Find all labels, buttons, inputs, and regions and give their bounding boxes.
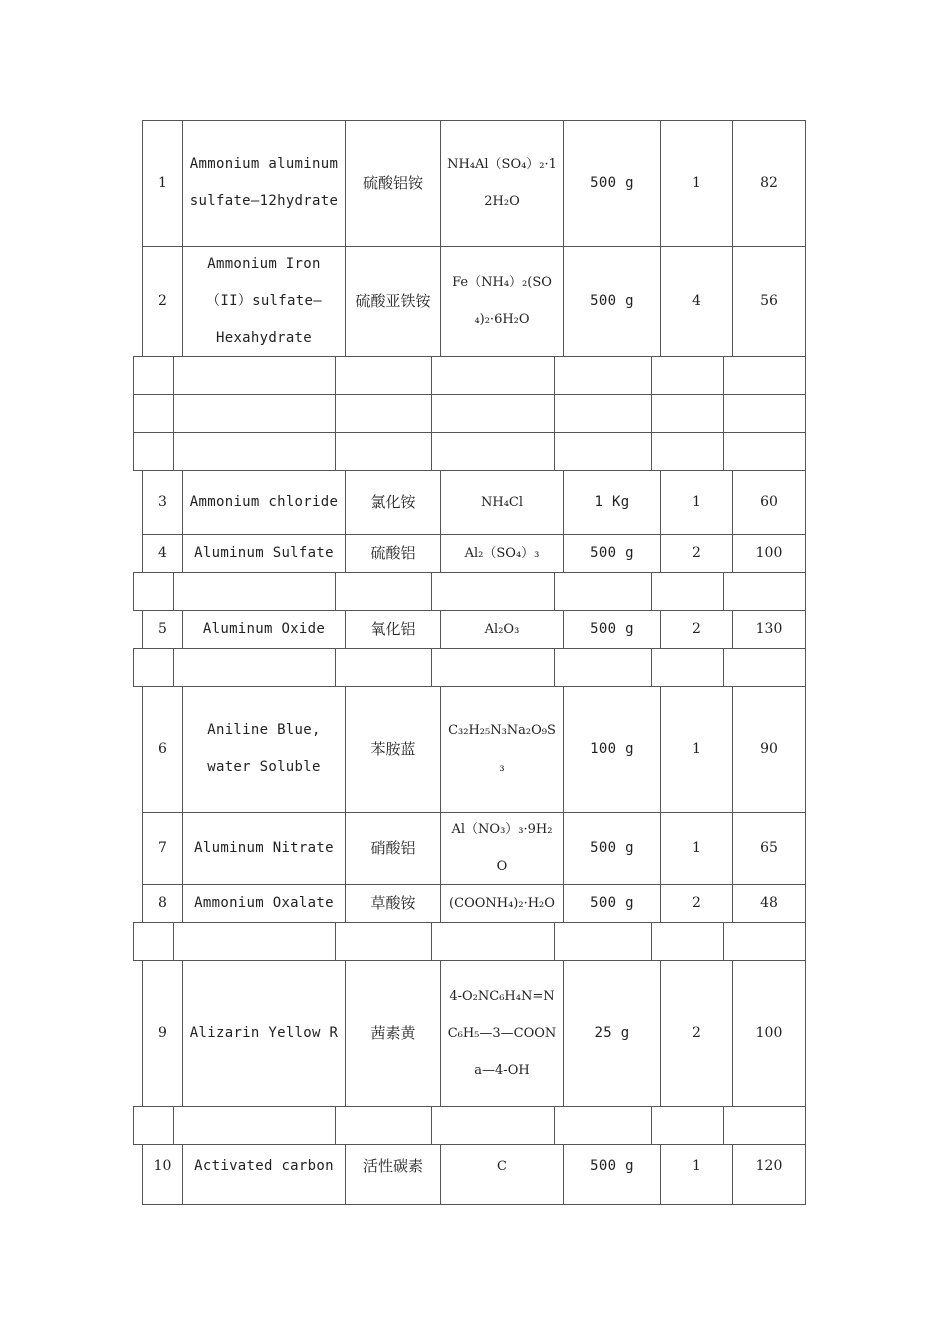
english-name-cell [182, 470, 345, 534]
english-name: Ammonium Oxalate [194, 894, 334, 911]
price-cell [732, 960, 806, 1106]
chemical-formula-cell [440, 686, 563, 812]
row-number: 5 [158, 620, 167, 637]
price-cell [732, 470, 806, 534]
price: 60 [760, 493, 778, 510]
empty-cell [133, 572, 173, 610]
chinese-name: 茜素黄 [370, 1023, 416, 1042]
package-size-cell [563, 812, 660, 884]
chinese-name-cell [345, 960, 440, 1106]
empty-table-row [0, 572, 950, 610]
chinese-name-cell [345, 120, 440, 246]
table-row [0, 960, 950, 1106]
empty-cell [554, 572, 651, 610]
quantity-cell [660, 884, 732, 922]
quantity: 2 [692, 894, 701, 911]
price-cell [732, 884, 806, 922]
table-rule [142, 534, 806, 535]
empty-cell [133, 922, 173, 960]
price: 56 [760, 292, 778, 309]
table-rule [142, 884, 806, 885]
empty-cell [723, 572, 806, 610]
empty-cell [335, 1106, 431, 1144]
row-number: 4 [158, 544, 167, 561]
price: 120 [755, 1158, 783, 1174]
package-size: 1 Kg [594, 493, 630, 510]
chemical-formula-cell [440, 610, 563, 648]
price: 48 [760, 894, 778, 911]
english-name-cell [182, 884, 345, 922]
english-name: Aluminum Oxide [202, 620, 326, 637]
row-number: 6 [158, 740, 167, 757]
package-size: 25 g [594, 1024, 630, 1041]
empty-cell [133, 394, 173, 432]
english-name: Alizarin Yellow R [189, 1024, 339, 1041]
price-cell [732, 812, 806, 884]
empty-cell [173, 356, 335, 394]
table-row [0, 534, 950, 572]
package-size-cell [563, 884, 660, 922]
row-number-cell [142, 120, 182, 246]
english-name-cell [182, 1144, 345, 1204]
row-number: 10 [153, 1158, 172, 1174]
table-rule [142, 1204, 806, 1205]
quantity-cell [660, 1144, 732, 1204]
table-row [0, 610, 950, 648]
row-number-cell [142, 534, 182, 572]
package-size: 500 g [590, 1158, 634, 1174]
empty-cell [554, 394, 651, 432]
chemical-formula: NH₄Cl [480, 494, 524, 510]
empty-cell [431, 572, 554, 610]
chemical-formula-cell [440, 534, 563, 572]
empty-cell [723, 922, 806, 960]
empty-table-row [0, 1106, 950, 1144]
chinese-name: 苯胺蓝 [370, 739, 416, 758]
row-number-cell [142, 470, 182, 534]
package-size-cell [563, 246, 660, 356]
chinese-name-cell [345, 246, 440, 356]
empty-cell [651, 356, 723, 394]
row-number-cell [142, 1144, 182, 1204]
table-rule [133, 470, 806, 471]
price: 90 [760, 740, 778, 757]
english-name: Aluminum Nitrate [194, 839, 334, 856]
package-size-cell [563, 120, 660, 246]
package-size: 500 g [590, 544, 634, 561]
empty-cell [335, 572, 431, 610]
chinese-name: 活性碳素 [362, 1157, 423, 1175]
english-name: Aluminum Sulfate [194, 544, 334, 561]
quantity: 4 [692, 292, 701, 309]
chinese-name: 氧化铝 [370, 619, 416, 638]
chinese-name-cell [345, 610, 440, 648]
package-size-cell [563, 1144, 660, 1204]
empty-cell [335, 356, 431, 394]
chemical-formula-cell [440, 812, 563, 884]
empty-cell [335, 648, 431, 686]
chinese-name-cell [345, 470, 440, 534]
table-rule [133, 572, 806, 573]
empty-cell [173, 648, 335, 686]
chinese-name-cell [345, 812, 440, 884]
empty-cell [723, 356, 806, 394]
row-number-cell [142, 686, 182, 812]
price: 100 [755, 1024, 783, 1041]
quantity: 2 [692, 620, 701, 637]
empty-cell [133, 648, 173, 686]
empty-cell [431, 648, 554, 686]
quantity: 2 [692, 1024, 701, 1041]
table-row [0, 686, 950, 812]
english-name-cell [182, 960, 345, 1106]
empty-table-row [0, 356, 950, 394]
chemical-formula: Al₂O₃ [484, 621, 520, 637]
price-cell [732, 246, 806, 356]
english-name-cell [182, 686, 345, 812]
table-row [0, 1144, 950, 1204]
chinese-name: 硝酸铝 [370, 838, 416, 857]
empty-cell [723, 432, 806, 470]
chinese-name: 草酸铵 [370, 893, 416, 912]
chemical-formula-cell [440, 884, 563, 922]
table-rule [133, 356, 806, 357]
english-name-cell [182, 610, 345, 648]
table-rule [142, 120, 806, 121]
empty-cell [554, 432, 651, 470]
empty-cell [651, 1106, 723, 1144]
row-number-cell [142, 884, 182, 922]
english-name-cell [182, 534, 345, 572]
quantity-cell [660, 686, 732, 812]
chinese-name: 硫酸铝铵 [362, 173, 423, 192]
empty-cell [554, 648, 651, 686]
table-rule [133, 1144, 806, 1145]
english-name: Aniline Blue, water Soluble [207, 722, 321, 775]
table-row [0, 120, 950, 246]
chinese-name-cell [345, 686, 440, 812]
price-cell [732, 686, 806, 812]
row-number-cell [142, 960, 182, 1106]
empty-table-row [0, 922, 950, 960]
empty-cell [554, 1106, 651, 1144]
chinese-name: 硫酸亚铁铵 [355, 291, 431, 310]
quantity-cell [660, 470, 732, 534]
chinese-name-cell [345, 534, 440, 572]
empty-table-row [0, 432, 950, 470]
package-size-cell [563, 470, 660, 534]
chemical-formula: C [497, 1159, 507, 1174]
package-size: 500 g [590, 174, 634, 191]
row-number: 9 [158, 1024, 167, 1041]
chemical-formula-cell [440, 1144, 563, 1204]
chemical-formula-cell [440, 960, 563, 1106]
chemical-formula: Fe（NH₄）₂(SO₄)₂·6H₂O [452, 275, 552, 327]
package-size: 100 g [590, 740, 634, 757]
empty-cell [723, 394, 806, 432]
quantity-cell [660, 120, 732, 246]
table-row [0, 470, 950, 534]
table-rule [133, 1106, 806, 1107]
row-number: 3 [158, 493, 167, 510]
row-number: 2 [158, 292, 167, 309]
quantity-cell [660, 812, 732, 884]
package-size-cell [563, 960, 660, 1106]
empty-cell [173, 922, 335, 960]
chemical-formula: 4-O₂NC₆H₄N=NC₆H₅—3—COONa—4-OH [447, 988, 557, 1078]
empty-cell [723, 648, 806, 686]
row-number-cell [142, 610, 182, 648]
price-cell [732, 534, 806, 572]
table-row [0, 246, 950, 356]
english-name: Ammonium Iron（II）sulfate—Hexahydrate [206, 255, 322, 346]
price: 82 [760, 174, 778, 191]
empty-table-row [0, 394, 950, 432]
row-number-cell [142, 812, 182, 884]
table-rule [133, 960, 806, 961]
english-name: Ammonium aluminum sulfate—12hydrate [189, 156, 339, 209]
quantity-cell [660, 610, 732, 648]
table-rule [142, 246, 806, 247]
package-size-cell [563, 534, 660, 572]
empty-cell [651, 922, 723, 960]
empty-cell [431, 432, 554, 470]
chemical-formula: NH₄Al（SO₄）₂·12H₂O [447, 157, 557, 209]
empty-cell [431, 922, 554, 960]
empty-table-row [0, 648, 950, 686]
package-size-cell [563, 610, 660, 648]
chemical-formula-cell [440, 470, 563, 534]
empty-cell [723, 1106, 806, 1144]
empty-cell [173, 572, 335, 610]
quantity-cell [660, 960, 732, 1106]
quantity: 1 [692, 839, 701, 856]
chemical-formula: (COONH₄)₂·H₂O [449, 895, 555, 911]
english-name-cell [182, 246, 345, 356]
empty-cell [173, 1106, 335, 1144]
empty-cell [431, 1106, 554, 1144]
package-size: 500 g [590, 620, 634, 637]
chinese-name-cell [345, 884, 440, 922]
table-rule [133, 394, 806, 395]
empty-cell [133, 432, 173, 470]
table-row [0, 884, 950, 922]
package-size: 500 g [590, 894, 634, 911]
english-name: Ammonium chloride [189, 493, 339, 510]
chinese-name: 氯化铵 [370, 492, 416, 511]
table-rule [142, 812, 806, 813]
package-size: 500 g [590, 839, 634, 856]
empty-cell [173, 394, 335, 432]
empty-cell [431, 356, 554, 394]
quantity-cell [660, 534, 732, 572]
empty-cell [133, 356, 173, 394]
price: 100 [755, 544, 783, 561]
empty-cell [431, 394, 554, 432]
chinese-name-cell [345, 1144, 440, 1204]
table-rule [133, 686, 806, 687]
empty-cell [133, 1106, 173, 1144]
empty-cell [554, 356, 651, 394]
empty-cell [554, 922, 651, 960]
table-rule [133, 610, 806, 611]
empty-cell [651, 394, 723, 432]
quantity-cell [660, 246, 732, 356]
price: 130 [755, 620, 783, 637]
empty-cell [651, 572, 723, 610]
package-size-cell [563, 686, 660, 812]
empty-cell [335, 922, 431, 960]
row-number: 8 [158, 894, 167, 911]
empty-cell [335, 394, 431, 432]
chemical-formula-cell [440, 246, 563, 356]
quantity: 1 [692, 174, 701, 191]
table-row [0, 812, 950, 884]
row-number: 7 [158, 839, 167, 856]
empty-cell [173, 432, 335, 470]
row-number: 1 [158, 174, 167, 191]
package-size: 500 g [590, 292, 634, 309]
table-rule [133, 432, 806, 433]
chemical-formula-cell [440, 120, 563, 246]
quantity: 1 [692, 1158, 701, 1174]
chemical-formula: C₃₂H₂₅N₃Na₂O₉S₃ [448, 723, 556, 775]
chemical-formula: Al₂（SO₄）₃ [464, 545, 540, 561]
quantity: 2 [692, 544, 701, 561]
price-cell [732, 610, 806, 648]
english-name-cell [182, 812, 345, 884]
quantity: 1 [692, 740, 701, 757]
empty-cell [651, 648, 723, 686]
price-cell [732, 1144, 806, 1204]
table-rule [133, 922, 806, 923]
table-rule [133, 648, 806, 649]
english-name: Activated carbon [194, 1158, 334, 1174]
chemical-formula: Al（NO₃）₃·9H₂O [451, 822, 553, 874]
price: 65 [760, 839, 778, 856]
empty-cell [651, 432, 723, 470]
english-name-cell [182, 120, 345, 246]
empty-cell [335, 432, 431, 470]
row-number-cell [142, 246, 182, 356]
chinese-name: 硫酸铝 [370, 543, 416, 562]
price-cell [732, 120, 806, 246]
quantity: 1 [692, 493, 701, 510]
